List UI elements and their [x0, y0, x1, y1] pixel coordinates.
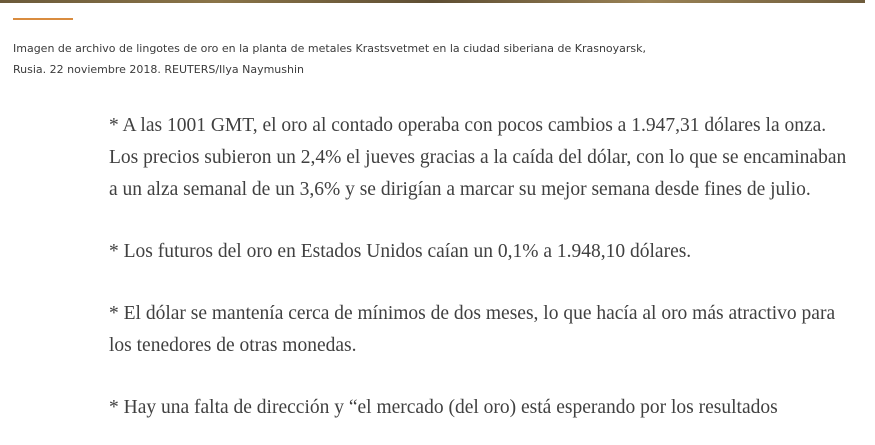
photo-caption: [13, 38, 853, 80]
article-paragraph-3: * El dólar se mantenía cerca de mínimos de dos meses, lo que hacía al oro más atractivo para los tenedores de otras monedas.: [109, 303, 836, 356]
article-body: [109, 110, 849, 445]
article-paragraph-2: * Los futuros del oro en Estados Unidos caían un 0,1% a 1.948,10 dólares.: [109, 241, 692, 262]
article-paragraph-4: * Hay una falta de dirección y “el mercado (del oro) está esperando por los resultados: [109, 397, 778, 418]
caption-accent-rule: [13, 18, 73, 20]
article-paragraph-1: * A las 1001 GMT, el oro al contado operaba con pocos cambios a 1.947,31 dólares la onza. Los precios subieron un 2,4% el jueves gracias a la caída del dólar, con lo que se encaminaban a un alza semanal de un 3,6% y se dirigían a marcar su mejor semana desde fines de julio.: [109, 115, 847, 200]
photo-caption-line-1: Imagen de archivo de lingotes de oro en la planta de metales Krastsvetmet en la ciudad siberiana de Krasnoyarsk,: [13, 42, 647, 55]
photo-caption-line-2: Rusia. 22 noviembre 2018. REUTERS/Ilya Naymushin: [13, 63, 304, 76]
article-photo-bottom-edge: [0, 0, 865, 3]
